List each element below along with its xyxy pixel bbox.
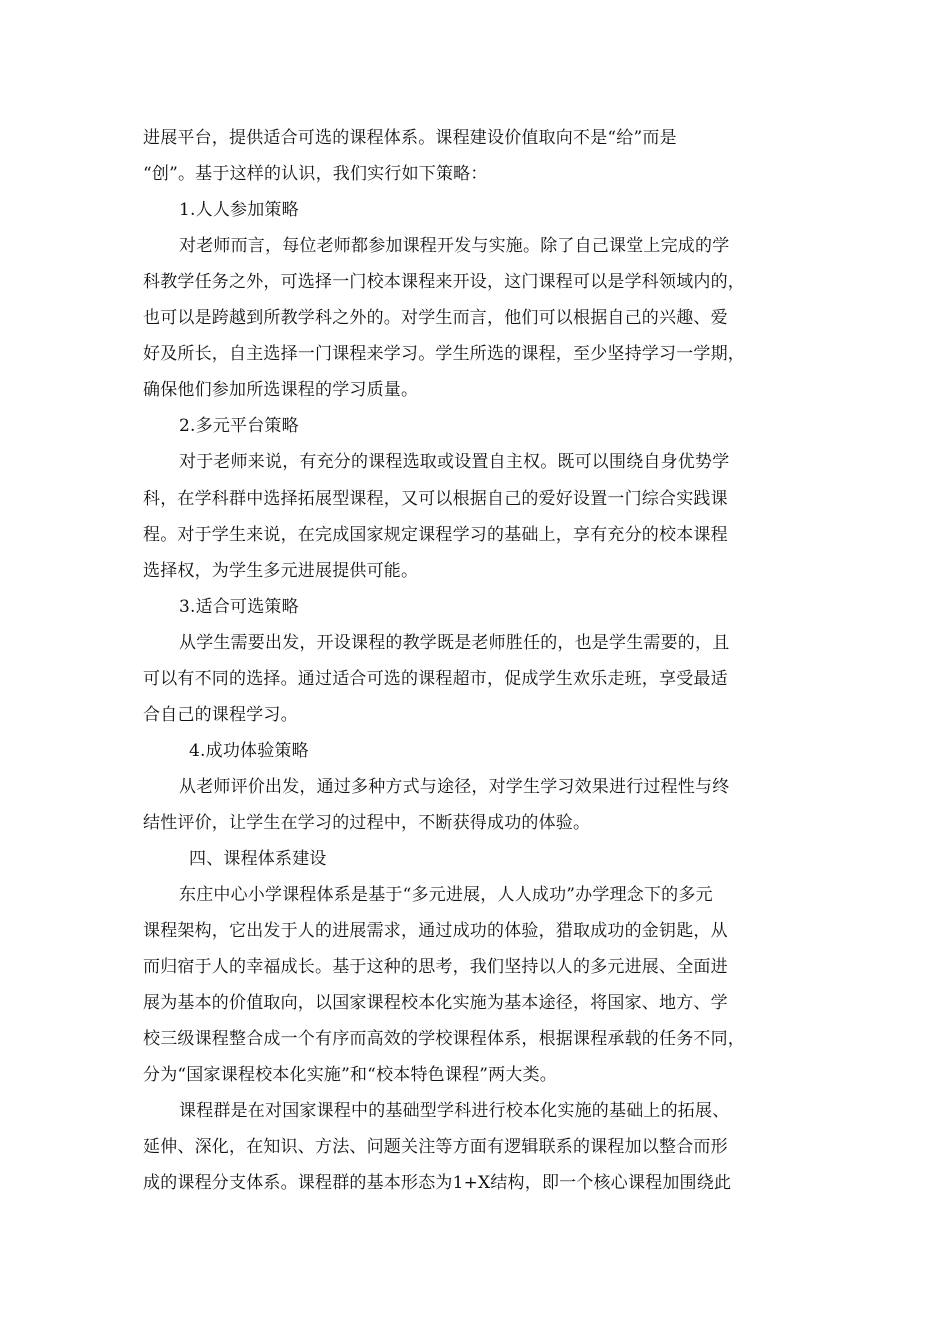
paragraph-line: 结性评价，让学生在学习的过程中，不断获得成功的体验。 bbox=[143, 813, 591, 833]
paragraph-line: 东庄中心小学课程体系是基于“多元进展，人人成功”办学理念下的多元 bbox=[179, 885, 713, 905]
paragraph-line: 程。对于学生来说，在完成国家规定课程学习的基础上，享有充分的校本课程 bbox=[143, 525, 728, 545]
paragraph-line: 科教学任务之外，可选择一门校本课程来开设，这门课程可以是学科领域内的， bbox=[143, 272, 745, 292]
paragraph-line: 课程群是在对国家课程中的基础型学科进行校本化实施的基础上的拓展、 bbox=[179, 1101, 730, 1121]
paragraph-line: 确保他们参加所选课程的学习质量。 bbox=[143, 380, 419, 400]
paragraph-line: 校三级课程整合成一个有序而高效的学校课程体系，根据课程承载的任务不同， bbox=[143, 1029, 745, 1049]
paragraph-line: 对老师而言，每位老师都参加课程开发与实施。除了自己课堂上完成的学 bbox=[179, 236, 730, 256]
section-heading: 4.成功体验策略 bbox=[189, 741, 309, 761]
paragraph-line: 展为基本的价值取向，以国家课程校本化实施为基本途径，将国家、地方、学 bbox=[143, 993, 728, 1013]
paragraph-line: 选择权，为学生多元进展提供可能。 bbox=[143, 561, 419, 581]
paragraph-line: 可以有不同的选择。通过适合可选的课程超市，促成学生欢乐走班，享受最适 bbox=[143, 669, 728, 689]
paragraph-line: 从老师评价出发，通过多种方式与途径，对学生学习效果进行过程性与终 bbox=[179, 777, 730, 797]
paragraph-line: 分为“国家课程校本化实施”和“校本特色课程”两大类。 bbox=[143, 1065, 557, 1085]
section-heading: 3.适合可选策略 bbox=[179, 597, 299, 617]
section-heading: 2.多元平台策略 bbox=[179, 416, 299, 436]
paragraph-line: 成的课程分支体系。课程群的基本形态为1+X结构，即一个核心课程加围绕此 bbox=[143, 1173, 732, 1193]
section-heading: 1.人人参加策略 bbox=[179, 200, 299, 220]
paragraph-line: 进展平台，提供适合可选的课程体系。课程建设价值取向不是“给”而是 bbox=[143, 128, 677, 148]
paragraph-line: 好及所长，自主选择一门课程来学习。学生所选的课程，至少坚持学习一学期， bbox=[143, 344, 745, 364]
paragraph-line: 科，在学科群中选择拓展型课程，又可以根据自己的爱好设置一门综合实践课 bbox=[143, 489, 728, 509]
paragraph-line: 合自己的课程学习。 bbox=[143, 705, 298, 725]
paragraph-line: 对于老师来说，有充分的课程选取或设置自主权。既可以围绕自身优势学 bbox=[179, 452, 730, 472]
paragraph-line: “创”。基于这样的认识，我们实行如下策略： bbox=[143, 164, 488, 184]
section-heading: 四、课程体系建设 bbox=[189, 849, 327, 869]
paragraph-line: 从学生需要出发，开设课程的教学既是老师胜任的，也是学生需要的，且 bbox=[179, 633, 730, 653]
paragraph-line: 课程架构，它出发于人的进展需求，通过成功的体验，猎取成功的金钥匙，从 bbox=[143, 921, 728, 941]
paragraph-line: 延伸、深化，在知识、方法、问题关注等方面有逻辑联系的课程加以整合而形 bbox=[143, 1137, 728, 1157]
paragraph-line: 也可以是跨越到所教学科之外的。对学生而言，他们可以根据自己的兴趣、爱 bbox=[143, 308, 728, 328]
paragraph-line: 而归宿于人的幸福成长。基于这种的思考，我们坚持以人的多元进展、全面进 bbox=[143, 957, 728, 977]
